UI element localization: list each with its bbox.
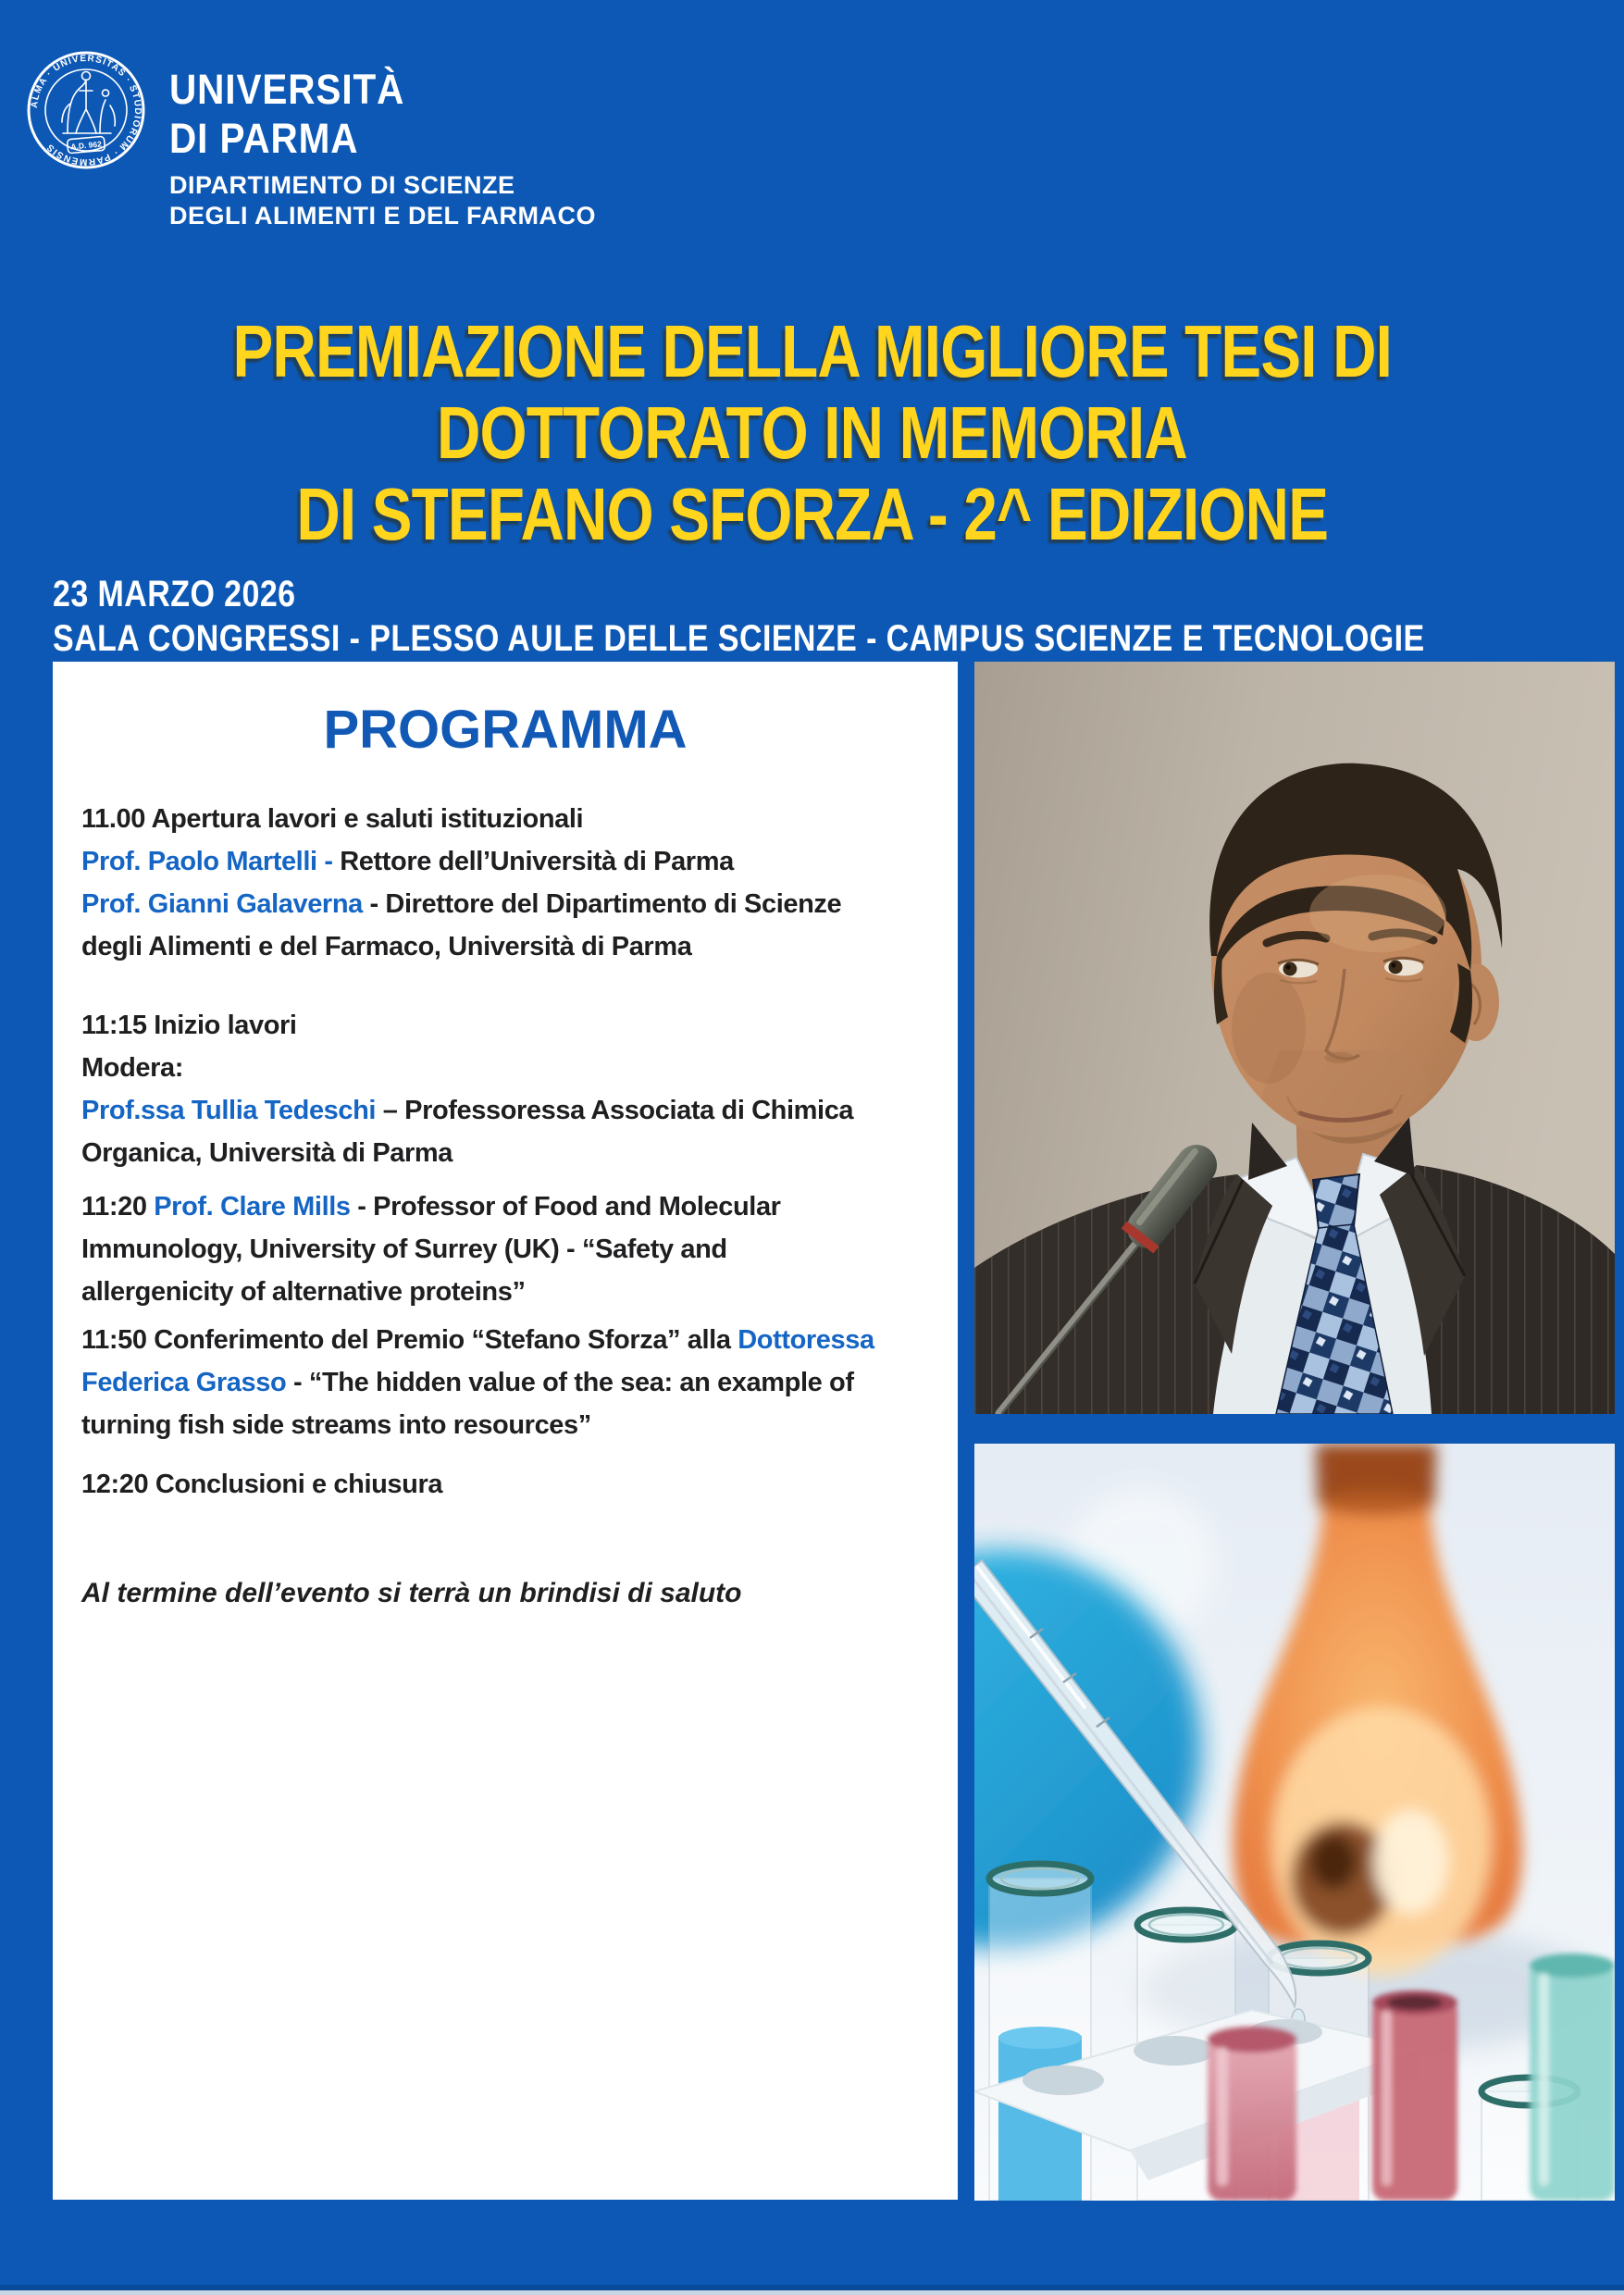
bottom-edge-light [0, 2290, 1624, 2295]
text-segment: Immunology, University of Surrey (UK) - “Safety and [81, 1234, 727, 1264]
text-segment: turning fish side streams into resources” [81, 1410, 591, 1440]
person-name: Federica Grasso [81, 1368, 287, 1397]
program-line [81, 1089, 853, 1132]
program-line [81, 1404, 874, 1446]
text-segment: Organica, Università di Parma [81, 1138, 453, 1168]
program-line [81, 1185, 781, 1228]
program-block-lecture [81, 1185, 781, 1313]
portrait-illustration [974, 662, 1615, 1414]
program-line [81, 925, 841, 968]
person-name: Prof.ssa Tullia Tedeschi [81, 1096, 377, 1125]
poster-title-line1: PREMIAZIONE DELLA MIGLIORE TESI DI [232, 310, 1392, 392]
person-name: Dottoressa [738, 1325, 874, 1355]
program-line [81, 1004, 853, 1047]
program-block-closing [81, 1463, 442, 1506]
seal-year: A.D. 962 [69, 139, 103, 152]
university-seal-icon [24, 48, 148, 172]
program-line [81, 840, 841, 883]
seal-figures [62, 72, 115, 134]
department-name [169, 170, 596, 231]
programme-heading: PROGRAMMA [323, 700, 688, 760]
text-segment: - “The hidden value of the sea: an example of [286, 1368, 854, 1397]
text-segment: Modera: [81, 1053, 183, 1083]
poster-title [0, 311, 1624, 555]
department-line1: DIPARTIMENTO DI SCIENZE [169, 171, 515, 199]
program-line [81, 1132, 853, 1174]
text-segment: 12:20 Conclusioni e chiusura [81, 1470, 443, 1499]
text-segment: 11.00 Apertura lavori e saluti istituzionali [81, 804, 584, 834]
text-segment: Rettore dell’Università di Parma [340, 847, 734, 876]
program-line [81, 1361, 874, 1404]
text-segment: 11:50 Conferimento del Premio “Stefano Sforza” alla [81, 1325, 738, 1355]
program-block-award [81, 1319, 874, 1446]
text-segment: 11:20 [81, 1192, 155, 1222]
text-segment: - Professor of Food and Molecular [350, 1192, 781, 1222]
programme-panel [53, 662, 958, 2200]
event-venue: SALA CONGRESSI - PLESSO AULE DELLE SCIENZE - CAMPUS SCIENZE E TECNOLOGIE [53, 618, 1425, 659]
person-name: Prof. Paolo Martelli - [81, 847, 341, 876]
text-segment: - Direttore del Dipartimento di Scienze [362, 889, 842, 919]
text-segment: 11:15 Inizio lavori [81, 1011, 297, 1040]
text-segment: allergenicity of alternative proteins” [81, 1277, 526, 1307]
labware-photo [974, 1444, 1615, 2201]
person-name: Prof. Gianni Galaverna [81, 889, 363, 919]
program-line [81, 1228, 781, 1271]
portrait-photo [974, 662, 1615, 1414]
text-segment: degli Alimenti e del Farmaco, Università di Parma [81, 932, 692, 961]
program-line [81, 798, 841, 840]
program-line [81, 1047, 853, 1089]
program-line [81, 883, 841, 925]
text-segment: – Professoressa Associata di Chimica [376, 1096, 854, 1125]
seal-circular-text: ALMA · UNIVERSITAS · STUDIORUM · PARMENSIS [29, 53, 143, 167]
event-date: 23 MARZO 2026 [53, 574, 296, 614]
poster-title-line2: DOTTORATO IN MEMORIA [437, 391, 1187, 474]
university-wordmark [169, 65, 431, 163]
closing-note: Al termine dell’evento si terrà un brindisi di saluto [81, 1578, 742, 1608]
program-block-opening [81, 798, 841, 968]
university-name-line1: UNIVERSITÀ [169, 66, 405, 113]
university-name-line2: DI PARMA [169, 115, 359, 162]
department-line2: DEGLI ALIMENTI E DEL FARMACO [169, 202, 597, 230]
program-line [81, 1319, 874, 1361]
person-name: Prof. Clare Mills [154, 1192, 351, 1222]
labware-illustration [974, 1444, 1615, 2201]
program-line [81, 1463, 442, 1506]
program-block-start [81, 1004, 853, 1174]
program-line [81, 1271, 781, 1313]
poster-title-line3: DI STEFANO SFORZA - 2^ EDIZIONE [296, 473, 1328, 555]
